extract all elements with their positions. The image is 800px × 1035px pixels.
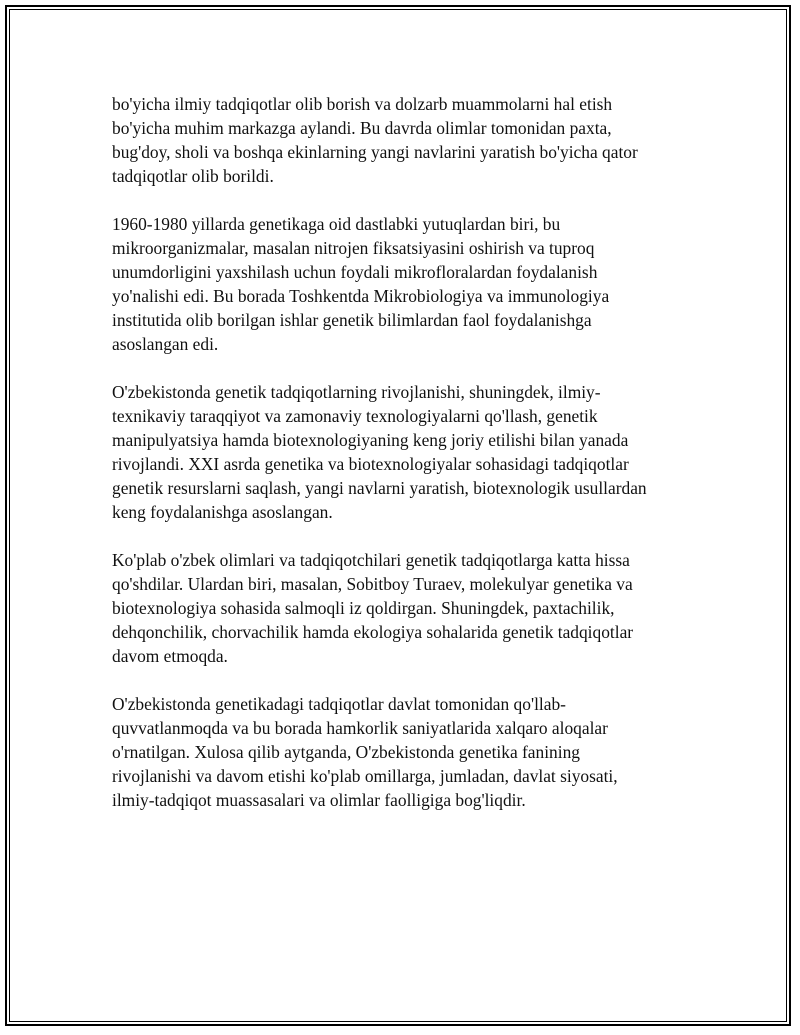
paragraph-2: 1960-1980 yillarda genetikaga oid dastlabki yutuqlardan biri, bu mikroorganizmalar, masalan nitrojen fiksatsiyasini oshirish va tuproq unumdorligini yaxshilash uchun foydali mikrofloralardan foydalanish yo'nalishi edi. Bu borada Toshkentda Mikrobiologiya va immunologiya institutida olib borilgan ishlar genetik bilimlardan faol foydalanishga asoslangan edi. <box>112 214 610 354</box>
paragraph-4: Ko'plab o'zbek olimlari va tadqiqotchilari genetik tadqiqotlarga katta hissa qo'shdilar. Ulardan biri, masalan, Sobitboy Turaev, molekulyar genetika va biotexnologiya sohasida salmoqli iz qoldirgan. Shuningdek, paxtachilik, dehqonchilik, chorvachilik hamda ekologiya sohalarida genetik tadqiqotlar davom etmoqda. <box>112 550 634 666</box>
paragraph-5: O'zbekistonda genetikadagi tadqiqotlar davlat tomonidan qo'llab- quvvatlanmoqda va bu borada hamkorlik saniyatlarida xalqaro aloqalar o'rnatilgan. Xulosa qilib aytganda, O'zbekistonda genetika fanining rivojlanishi va davom etishi ko'plab omillarga, jumladan, davlat siyosati, ilmiy-tadqiqot muassasalari va olimlar faolligiga bog'liqdir. <box>112 694 618 810</box>
document-body <box>112 92 712 836</box>
paragraph-1: bo'yicha ilmiy tadqiqotlar olib borish va dolzarb muammolarni hal etish bo'yicha muhim markazga aylandi. Bu davrda olimlar tomonidan paxta, bug'doy, sholi va boshqa ekinlarning yangi navlarini yaratish bo'yicha qator tadqiqotlar olib borildi. <box>112 94 638 186</box>
paragraph-3: O'zbekistonda genetik tadqiqotlarning rivojlanishi, shuningdek, ilmiy- texnikaviy taraqqiyot va zamonaviy texnologiyalarni qo'llash, genetik manipulyatsiya hamda biotexnologiyaning keng joriy etilishi bilan yanada rivojlandi. XXI asrda genetika va biotexnologiyalar sohasidagi tadqiqotlar genetik resurslarni saqlash, yangi navlarni yaratish, biotexnologik usullardan keng foydalanishga asoslangan. <box>112 382 647 522</box>
